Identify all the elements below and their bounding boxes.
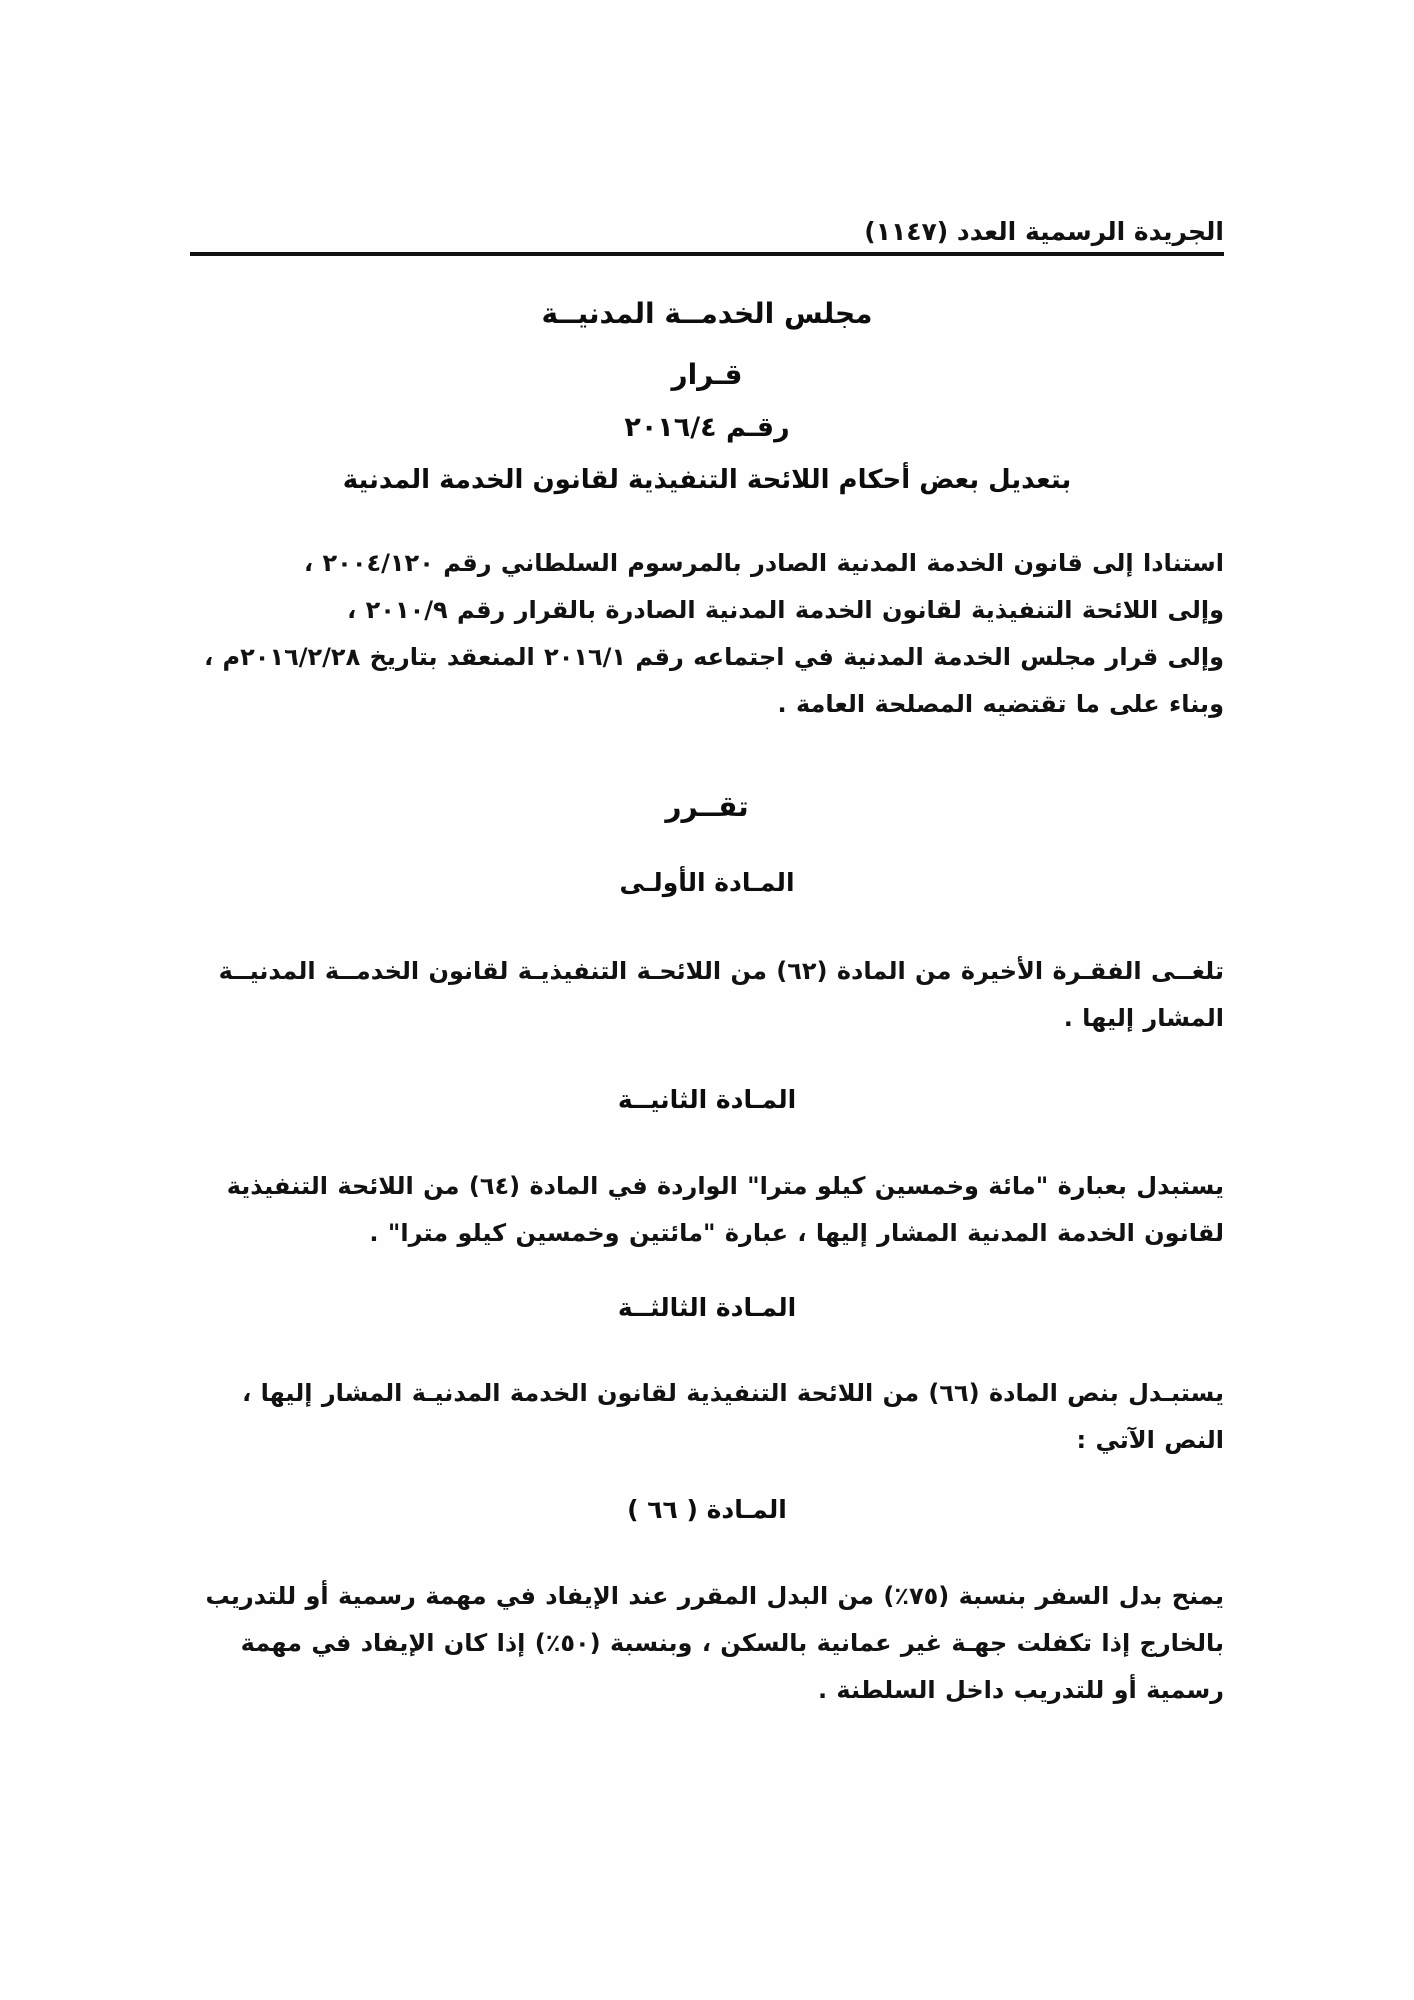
article-3-heading xyxy=(0,1293,1414,1322)
new-article-line-3: رسمية أو للتدريب داخل السلطنة . xyxy=(817,1676,1224,1704)
decision-number-text: رقـم ٢٠١٦/٤ xyxy=(624,412,790,443)
new-article-heading xyxy=(0,1495,1414,1524)
article-2-body xyxy=(190,1163,1224,1257)
preamble-block xyxy=(190,540,1224,728)
article-2-heading xyxy=(0,1085,1414,1114)
preamble-line-3: وإلى قرار مجلس الخدمة المدنية في اجتماعه رقم ٢٠١٦/١ المنعقد بتاريخ ٢٠١٦/٢/٢٨م ، xyxy=(204,643,1224,671)
authority-heading-text: مجلس الخدمــة المدنيــة xyxy=(541,297,873,330)
article-3-heading-text: المـادة الثالثــة xyxy=(617,1293,797,1322)
running-header xyxy=(190,218,1224,256)
article-1-line-1-text: تلغــى الفقـرة الأخيرة من المادة (٦٢) من اللائحـة التنفيذيـة لقانون الخدمــة المدنيــة xyxy=(218,957,1224,985)
decision-subject xyxy=(0,465,1414,495)
preamble-line-2: وإلى اللائحة التنفيذية لقانون الخدمة المدنية الصادرة بالقرار رقم ٢٠١٠/٩ ، xyxy=(347,596,1224,624)
new-article-line-1: يمنح بدل السفر بنسبة (٧٥٪) من البدل المقرر عند الإيفاد في مهمة رسمية أو للتدريب xyxy=(205,1582,1224,1610)
article-2-heading-text: المـادة الثانيــة xyxy=(617,1085,797,1114)
article-3-body xyxy=(190,1370,1224,1464)
new-article-body xyxy=(190,1573,1224,1714)
doc-type-heading xyxy=(0,358,1414,391)
resolve-heading-text: تقــرر xyxy=(665,790,749,823)
decision-subject-text: بتعديل بعض أحكام اللائحة التنفيذية لقانون الخدمة المدنية xyxy=(342,465,1072,495)
article-1-body xyxy=(190,948,1224,1042)
article-3-line-2: النص الآتي : xyxy=(1076,1426,1224,1454)
doc-type-heading-text: قـرار xyxy=(671,358,743,391)
resolve-heading xyxy=(0,790,1414,823)
article-3-line-1: يستبـدل بنص المادة (٦٦) من اللائحة التنفيذية لقانون الخدمة المدنيـة المشار إليها ، xyxy=(242,1379,1224,1407)
new-article-heading-text: المـادة ( ٦٦ ) xyxy=(627,1495,787,1524)
header-rule xyxy=(190,252,1224,256)
new-article-line-2: بالخارج إذا تكفلت جهـة غير عمانية بالسكن ، وبنسبة (٥٠٪) إذا كان الإيفاد في مهمة xyxy=(240,1629,1224,1657)
authority-heading xyxy=(0,297,1414,330)
article-1-heading-text: المـادة الأولـى xyxy=(619,868,795,897)
preamble-line-4: وبناء على ما تقتضيه المصلحة العامة . xyxy=(777,690,1224,718)
article-1-line-2: المشار إليها . xyxy=(1063,1004,1224,1032)
article-1-heading xyxy=(0,868,1414,897)
preamble-line-1: استنادا إلى قانون الخدمة المدنية الصادر بالمرسوم السلطاني رقم ٢٠٠٤/١٢٠ ، xyxy=(304,549,1224,577)
article-1-line-1 xyxy=(190,948,1224,995)
running-header-title: الجريدة الرسمية العدد (١١٤٧) xyxy=(864,217,1224,246)
article-2-line-1: يستبدل بعبارة "مائة وخمسين كيلو مترا" الواردة في المادة (٦٤) من اللائحة التنفيذية xyxy=(226,1172,1224,1200)
decision-number xyxy=(0,412,1414,443)
article-2-line-2: لقانون الخدمة المدنية المشار إليها ، عبارة "مائتين وخمسين كيلو مترا" . xyxy=(369,1219,1224,1247)
